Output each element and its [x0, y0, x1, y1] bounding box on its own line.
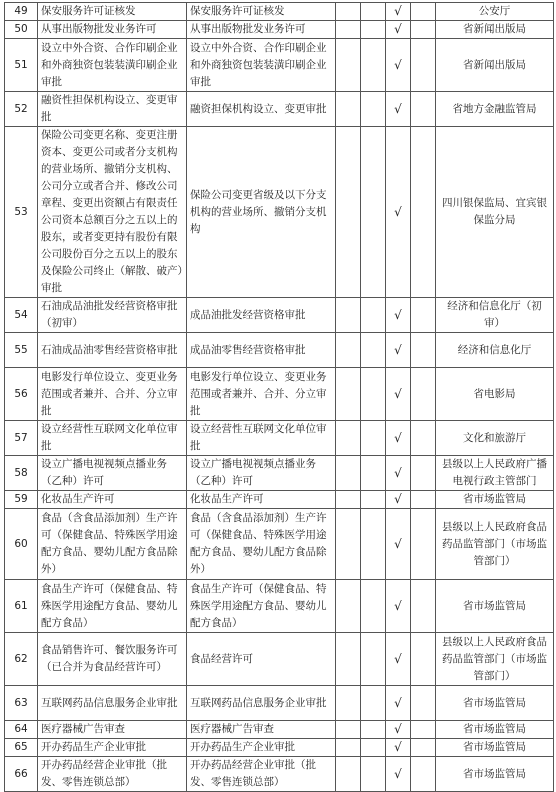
item-name-cell: 食品销售许可、餐饮服务许可（已合并为食品经营许可） — [38, 633, 187, 686]
table-row — [5, 721, 554, 739]
sub-item-cell: 开办药品生产企业审批 — [187, 739, 336, 757]
item-name-cell: 食品生产许可（保健食品、特殊医学用途配方食品、婴幼儿配方食品） — [38, 580, 187, 633]
table-row — [5, 456, 554, 491]
mark-cell-3: √ — [386, 21, 411, 39]
department-cell: 公安厅 — [436, 3, 554, 21]
table-row — [5, 333, 554, 368]
mark-cell-3: √ — [386, 509, 411, 580]
sub-item-cell: 融资担保机构设立、变更审批 — [187, 92, 336, 127]
sub-item-cell: 成品油批发经营资格审批 — [187, 298, 336, 333]
row-number: 66 — [5, 757, 38, 792]
mark-cell-4 — [411, 368, 436, 421]
mark-cell-2 — [361, 298, 386, 333]
sub-item-cell: 保安服务许可证核发 — [187, 3, 336, 21]
row-number: 54 — [5, 298, 38, 333]
item-name-cell: 食品（含食品添加剂）生产许可（保健食品、特殊医学用途配方食品、婴幼儿配方食品除外） — [38, 509, 187, 580]
row-number: 64 — [5, 721, 38, 739]
mark-cell-2 — [361, 739, 386, 757]
row-number: 60 — [5, 509, 38, 580]
mark-cell-4 — [411, 580, 436, 633]
department-cell: 省市场监管局 — [436, 491, 554, 509]
mark-cell-1 — [336, 298, 361, 333]
row-number: 49 — [5, 3, 38, 21]
mark-cell-3: √ — [386, 456, 411, 491]
mark-cell-2 — [361, 456, 386, 491]
row-number: 57 — [5, 421, 38, 456]
mark-cell-2 — [361, 92, 386, 127]
mark-cell-3: √ — [386, 3, 411, 21]
department-cell: 文化和旅游厅 — [436, 421, 554, 456]
table-row — [5, 127, 554, 298]
mark-cell-3: √ — [386, 421, 411, 456]
sub-item-cell: 设立广播电视视频点播业务（乙种）许可 — [187, 456, 336, 491]
mark-cell-2 — [361, 368, 386, 421]
department-cell: 省市场监管局 — [436, 580, 554, 633]
mark-cell-2 — [361, 21, 386, 39]
mark-cell-4 — [411, 739, 436, 757]
mark-cell-4 — [411, 333, 436, 368]
mark-cell-2 — [361, 757, 386, 792]
mark-cell-4 — [411, 491, 436, 509]
table-row — [5, 633, 554, 686]
mark-cell-4 — [411, 39, 436, 92]
mark-cell-4 — [411, 686, 436, 721]
department-cell: 省市场监管局 — [436, 686, 554, 721]
item-name-cell: 互联网药品信息服务企业审批 — [38, 686, 187, 721]
department-cell: 县级以上人民政府广播电视行政主管部门 — [436, 456, 554, 491]
item-name-cell: 电影发行单位设立、变更业务范围或者兼并、合并、分立审批 — [38, 368, 187, 421]
sub-item-cell: 电影发行单位设立、变更业务范围或者兼并、合并、分立审批 — [187, 368, 336, 421]
department-cell: 县级以上人民政府食品药品监管部门（市场监管部门） — [436, 509, 554, 580]
mark-cell-4 — [411, 298, 436, 333]
sub-item-cell: 食品经营许可 — [187, 633, 336, 686]
mark-cell-1 — [336, 721, 361, 739]
item-name-cell: 保安服务许可证核发 — [38, 3, 187, 21]
mark-cell-3: √ — [386, 368, 411, 421]
mark-cell-1 — [336, 633, 361, 686]
mark-cell-3: √ — [386, 686, 411, 721]
mark-cell-3: √ — [386, 39, 411, 92]
item-name-cell: 石油成品油零售经营资格审批 — [38, 333, 187, 368]
mark-cell-1 — [336, 421, 361, 456]
mark-cell-1 — [336, 580, 361, 633]
row-number: 59 — [5, 491, 38, 509]
department-cell: 四川银保监局、宜宾银保监分局 — [436, 127, 554, 298]
row-number: 51 — [5, 39, 38, 92]
department-cell: 省市场监管局 — [436, 757, 554, 792]
table-row — [5, 739, 554, 757]
row-number: 61 — [5, 580, 38, 633]
mark-cell-3: √ — [386, 757, 411, 792]
mark-cell-2 — [361, 580, 386, 633]
department-cell: 省新闻出版局 — [436, 39, 554, 92]
mark-cell-3: √ — [386, 298, 411, 333]
sub-item-cell: 保险公司变更省级及以下分支机构的营业场所、撤销分支机构 — [187, 127, 336, 298]
mark-cell-2 — [361, 491, 386, 509]
item-name-cell: 融资性担保机构设立、变更审批 — [38, 92, 187, 127]
item-name-cell: 设立广播电视视频点播业务（乙种）许可 — [38, 456, 187, 491]
table-row — [5, 580, 554, 633]
department-cell: 省市场监管局 — [436, 739, 554, 757]
table-row — [5, 21, 554, 39]
mark-cell-1 — [336, 686, 361, 721]
mark-cell-4 — [411, 92, 436, 127]
department-cell: 省市场监管局 — [436, 721, 554, 739]
row-number: 50 — [5, 21, 38, 39]
mark-cell-4 — [411, 509, 436, 580]
mark-cell-3: √ — [386, 580, 411, 633]
mark-cell-1 — [336, 509, 361, 580]
table-body — [5, 3, 554, 792]
table-row — [5, 491, 554, 509]
table-row — [5, 39, 554, 92]
sub-item-cell: 医疗器械广告审查 — [187, 721, 336, 739]
sub-item-cell: 设立中外合资、合作印刷企业和外商独资包装装潢印刷企业审批 — [187, 39, 336, 92]
table-row — [5, 298, 554, 333]
table-row — [5, 686, 554, 721]
item-name-cell: 开办药品经营企业审批（批发、零售连锁总部） — [38, 757, 187, 792]
item-name-cell: 开办药品生产企业审批 — [38, 739, 187, 757]
table-row — [5, 757, 554, 792]
mark-cell-3: √ — [386, 721, 411, 739]
sub-item-cell: 开办药品经营企业审批（批发、零售连锁总部） — [187, 757, 336, 792]
mark-cell-3: √ — [386, 333, 411, 368]
sub-item-cell: 化妆品生产许可 — [187, 491, 336, 509]
row-number: 58 — [5, 456, 38, 491]
mark-cell-4 — [411, 633, 436, 686]
table-row — [5, 368, 554, 421]
mark-cell-3: √ — [386, 127, 411, 298]
approval-items-table — [4, 2, 554, 792]
mark-cell-4 — [411, 721, 436, 739]
mark-cell-1 — [336, 3, 361, 21]
mark-cell-1 — [336, 757, 361, 792]
mark-cell-2 — [361, 39, 386, 92]
mark-cell-2 — [361, 3, 386, 21]
item-name-cell: 设立中外合资、合作印刷企业和外商独资包装装潢印刷企业审批 — [38, 39, 187, 92]
table-row — [5, 3, 554, 21]
mark-cell-4 — [411, 127, 436, 298]
table-row — [5, 509, 554, 580]
mark-cell-1 — [336, 333, 361, 368]
row-number: 56 — [5, 368, 38, 421]
sub-item-cell: 成品油零售经营资格审批 — [187, 333, 336, 368]
sub-item-cell: 从事出版物批发业务许可 — [187, 21, 336, 39]
mark-cell-2 — [361, 509, 386, 580]
department-cell: 省地方金融监管局 — [436, 92, 554, 127]
department-cell: 省新闻出版局 — [436, 21, 554, 39]
mark-cell-3: √ — [386, 739, 411, 757]
mark-cell-1 — [336, 21, 361, 39]
row-number: 63 — [5, 686, 38, 721]
mark-cell-1 — [336, 39, 361, 92]
mark-cell-4 — [411, 456, 436, 491]
mark-cell-4 — [411, 21, 436, 39]
mark-cell-1 — [336, 739, 361, 757]
item-name-cell: 石油成品油批发经营资格审批（初审） — [38, 298, 187, 333]
department-cell: 省电影局 — [436, 368, 554, 421]
mark-cell-4 — [411, 421, 436, 456]
sub-item-cell: 食品生产许可（保健食品、特殊医学用途配方食品、婴幼儿配方食品） — [187, 580, 336, 633]
mark-cell-1 — [336, 368, 361, 421]
mark-cell-3: √ — [386, 92, 411, 127]
item-name-cell: 从事出版物批发业务许可 — [38, 21, 187, 39]
sub-item-cell: 互联网药品信息服务企业审批 — [187, 686, 336, 721]
table-row — [5, 92, 554, 127]
item-name-cell: 医疗器械广告审查 — [38, 721, 187, 739]
mark-cell-2 — [361, 127, 386, 298]
department-cell: 县级以上人民政府食品药品监管部门（市场监管部门） — [436, 633, 554, 686]
mark-cell-2 — [361, 421, 386, 456]
mark-cell-1 — [336, 456, 361, 491]
mark-cell-2 — [361, 333, 386, 368]
item-name-cell: 化妆品生产许可 — [38, 491, 187, 509]
item-name-cell: 设立经营性互联网文化单位审批 — [38, 421, 187, 456]
mark-cell-3: √ — [386, 491, 411, 509]
row-number: 52 — [5, 92, 38, 127]
mark-cell-4 — [411, 757, 436, 792]
mark-cell-2 — [361, 721, 386, 739]
mark-cell-1 — [336, 92, 361, 127]
mark-cell-2 — [361, 633, 386, 686]
row-number: 65 — [5, 739, 38, 757]
item-name-cell: 保险公司变更名称、变更注册资本、变更公司或者分支机构的营业场所、撤销分支机构、公司分立或者合并、修改公司章程、变更出资额占有限责任公司资本总额百分之五以上的股东，或者变更持有股份有限公司股份百分之五以上的股东及保险公司终止（解散、破产）审批 — [38, 127, 187, 298]
mark-cell-1 — [336, 127, 361, 298]
row-number: 62 — [5, 633, 38, 686]
row-number: 53 — [5, 127, 38, 298]
department-cell: 经济和信息化厅（初审） — [436, 298, 554, 333]
mark-cell-3: √ — [386, 633, 411, 686]
sub-item-cell: 设立经营性互联网文化单位审批 — [187, 421, 336, 456]
sub-item-cell: 食品（含食品添加剂）生产许可（保健食品、特殊医学用途配方食品、婴幼儿配方食品除外） — [187, 509, 336, 580]
row-number: 55 — [5, 333, 38, 368]
table-row — [5, 421, 554, 456]
mark-cell-1 — [336, 491, 361, 509]
department-cell: 经济和信息化厅 — [436, 333, 554, 368]
mark-cell-2 — [361, 686, 386, 721]
mark-cell-4 — [411, 3, 436, 21]
